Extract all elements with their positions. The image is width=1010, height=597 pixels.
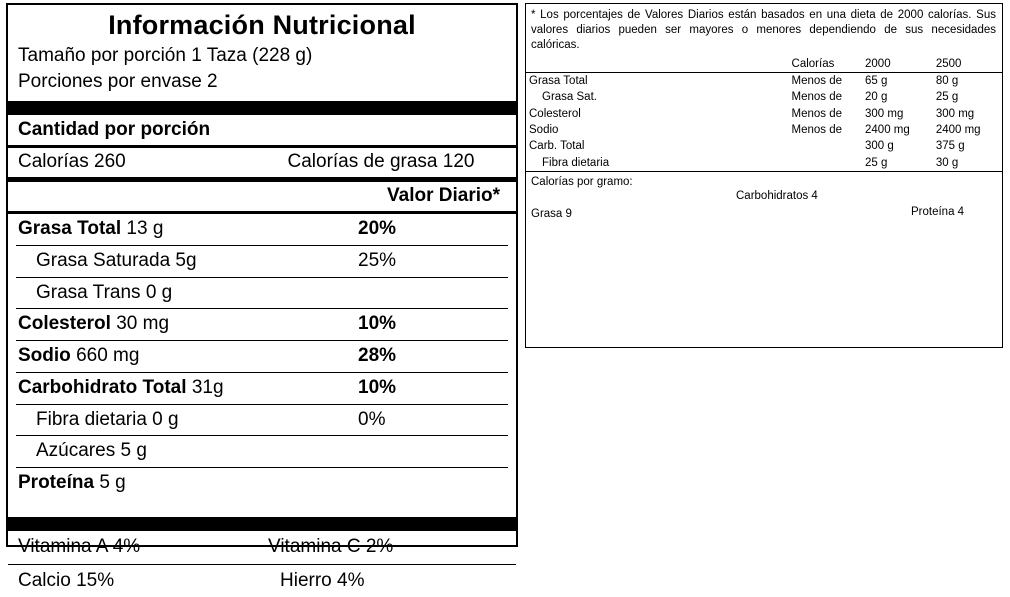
nutrient-amount: 0 g [145,281,173,303]
dv-row-name: Fibra dietaria [542,156,610,169]
vitamin-c-text: Vitamina C 2% [268,535,394,557]
dv-row-name: Grasa Sat. [542,91,597,104]
daily-values-note: * Los porcentajes de Valores Diarios están basados en una dieta de 2000 calorías. Sus valores diarios pueden ser mayores o menores dependiendo de sus necesidades calóricas. [531,9,996,52]
nutrient-name [16,312,358,336]
table-row [526,89,1002,105]
calories-per-gram-protein: Proteína 4 [911,206,965,219]
dv-row-2500: 30 g [935,156,959,169]
calories-label: Calorías [18,151,89,173]
nutrient-amount: 0 g [152,408,179,430]
nutrient-name-text: Fibra dietaria [36,408,147,430]
nutrition-label-inner [8,11,516,95]
nutrition-label-panel [6,3,518,591]
calories-per-gram-title: Calorías por gramo: [531,176,633,189]
calories-from-fat-value: 120 [442,151,475,173]
calories-value: 260 [94,151,126,173]
thick-divider-bottom [8,517,516,531]
dv-row-less: Menos de [791,107,843,120]
dv-row-2000: 2400 mg [865,124,910,137]
dv-row-2000: 25 g [865,156,888,169]
calories-block [8,148,516,177]
calories-from-fat-label: Calorías de grasa [287,151,438,173]
table-row [16,436,508,467]
dv-row-name: Grasa Total [526,72,789,89]
nutrient-name-text: Grasa Trans [36,281,141,303]
nutrient-amount: 660 mg [76,345,140,367]
nutrient-name [16,376,358,400]
page-title: Información Nutricional [108,10,416,40]
column-header-spacer [715,56,789,73]
table-row [526,106,1002,122]
dv-row-2000: 20 g [865,91,888,104]
daily-values-panel [525,3,1003,348]
table-row [16,214,508,245]
table-row [526,155,1002,171]
thick-divider-top [8,101,516,115]
nutrient-pct [358,281,508,305]
column-header-blank [526,56,715,73]
table-row [16,309,508,340]
dv-row-name: Colesterol [529,107,581,120]
nutrient-pct: 10% [358,313,397,335]
nutrient-name [16,471,358,495]
nutrient-name-text: Colesterol [18,313,111,335]
column-header-calories: Calorías [791,57,835,70]
nutrient-amount: 5 g [120,440,147,462]
nutrient-pct: 20% [358,218,397,240]
column-header-2000: 2000 [865,57,891,70]
dv-row-2500: 2400 mg [935,124,981,137]
calories-per-gram-carb: Carbohidratos 4 [736,190,818,203]
dv-row-2000: 300 mg [865,107,904,120]
dv-row-less [789,155,862,171]
nutrient-name [16,344,358,368]
dv-row-less: Menos de [791,124,843,137]
nutrient-amount: 30 mg [116,313,170,335]
calories-per-gram-fat: Grasa 9 [531,208,572,221]
nutrient-name-text: Sodio [18,345,71,367]
table-row [16,278,508,309]
table-header-row [526,56,1002,73]
servings-per-container-text: Porciones por envase 2 [18,70,218,92]
iron-text: Hierro 4% [280,569,365,591]
nutrient-pct: 10% [358,376,397,398]
vitamins-block [8,531,516,564]
amount-per-serving-row [16,115,508,146]
nutrient-amount: 5g [175,249,197,271]
vitamin-a-text: Vitamina A 4% [18,535,141,557]
table-row [16,531,508,564]
calcium-text: Calcio 15% [18,569,115,591]
nutrient-name [16,281,358,305]
column-header-2500: 2500 [935,57,962,70]
dv-row-2500: 80 g [933,72,1002,89]
calories-per-gram-block [526,171,1002,241]
nutrient-name [16,249,358,273]
daily-values-table [526,56,1002,172]
nutrient-name-text: Grasa Total [18,218,122,240]
calories-left [18,150,288,174]
nutrient-pct: 0% [358,408,386,430]
nutrient-name [16,217,358,241]
nutrient-pct: 25% [358,249,397,271]
daily-value-header-block [8,182,516,211]
nutrient-name-text: Proteína [18,472,95,494]
dv-row-less: Menos de [789,72,862,89]
table-row [16,246,508,277]
nutrient-amount: 31g [191,376,224,398]
dv-row-2500: 25 g [935,91,959,104]
dv-row-less [789,138,862,154]
nutrient-name-text: Grasa Saturada [36,249,171,271]
minerals-block [8,565,516,597]
table-row [526,122,1002,138]
amount-per-serving-label: Cantidad por porción [18,118,211,140]
dv-row-name: Carb. Total [529,140,585,153]
table-row [16,565,508,597]
amount-per-serving-block [8,115,516,146]
nutrients-list [8,214,516,499]
dv-row-less: Menos de [791,91,843,104]
nutrient-pct [358,471,508,495]
nutrient-pct [358,439,508,463]
table-row [16,373,508,404]
calories-row [16,148,508,177]
nutrient-amount: 13 g [126,218,164,240]
table-row [16,468,508,499]
nutrient-amount: 5 g [99,472,126,494]
nutrient-name [16,439,358,463]
table-row [526,138,1002,154]
dv-row-name: Sodio [529,124,559,137]
daily-value-header: Valor Diario* [387,185,500,207]
nutrient-name-text: Azúcares [36,440,116,462]
nutrient-name [16,408,358,432]
dv-row-2000: 65 g [862,72,933,89]
table-row [16,341,508,372]
table-row [526,72,1002,89]
dv-row-2000: 300 g [865,140,894,153]
nutrient-pct: 28% [358,345,397,367]
serving-size-text: Tamaño por porción 1 Taza (228 g) [18,45,313,67]
dv-row-2500: 300 mg [935,107,975,120]
dv-row-2500: 375 g [935,140,965,153]
calories-from-fat [288,150,475,174]
table-row [16,405,508,436]
nutrient-name-text: Carbohidrato Total [18,376,187,398]
